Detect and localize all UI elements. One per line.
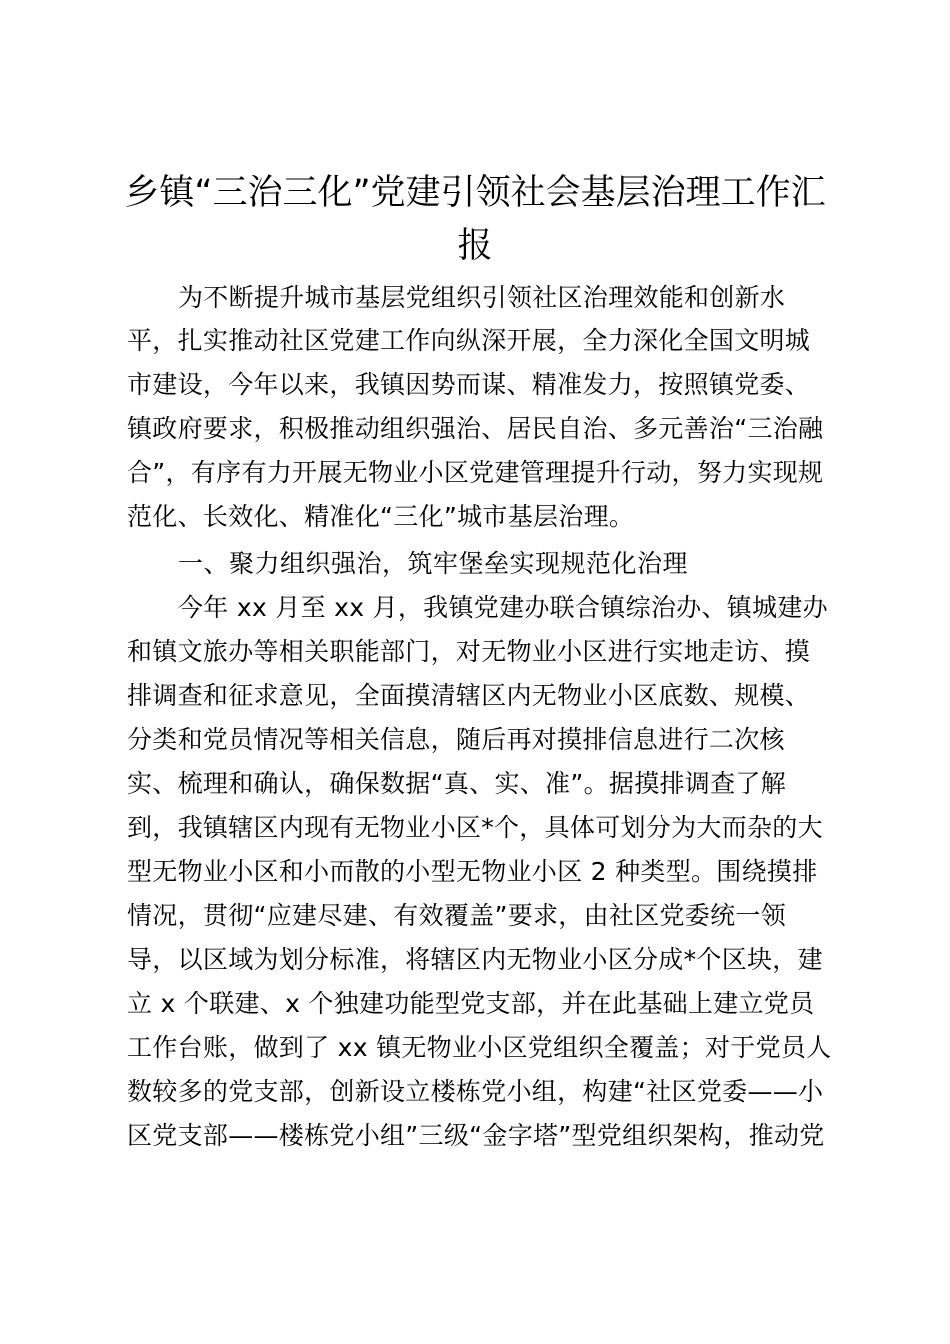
paragraph-line: 导，以区域为划分标准，将辖区内无物业小区分成*个区块，建 <box>127 945 823 974</box>
paragraph-line: 数较多的党支部，创新设立楼栋党小组，构建“社区党委——小 <box>127 1077 824 1106</box>
paragraph-line: 立 x 个联建、x 个独建功能型党支部，并在此基础上建立党员 <box>127 989 815 1018</box>
paragraph-line: 排调查和征求意见，全面摸清辖区内无物业小区底数、规模、 <box>127 681 811 710</box>
paragraph-line: 工作台账，做到了 xx 镇无物业小区党组织全覆盖；对于党员人 <box>127 1033 832 1062</box>
paragraph-line: 今年 xx 月至 xx 月，我镇党建办联合镇综治办、镇城建办 <box>178 593 828 622</box>
paragraph-line: 镇政府要求，积极推动组织强治、居民自治、多元善治“三治融 <box>127 414 824 443</box>
section-heading: 一、聚力组织强治，筑牢堡垒实现规范化治理 <box>178 549 689 578</box>
paragraph-line: 分类和党员情况等相关信息，随后再对摸排信息进行二次核 <box>127 725 785 754</box>
paragraph-line: 平，扎实推动社区党建工作向纵深开展，全力深化全国文明城 <box>127 326 811 355</box>
paragraph-line: 市建设，今年以来，我镇因势而谋、精准发力，按照镇党委、 <box>127 370 811 399</box>
document-title-line-1: 乡镇“三治三化”党建引领社会基层治理工作汇 <box>124 173 826 213</box>
paragraph-line: 合”，有序有力开展无物业小区党建管理提升行动，努力实现规 <box>127 458 824 487</box>
paragraph-line: 为不断提升城市基层党组织引领社区治理效能和创新水 <box>178 283 786 312</box>
paragraph-line: 范化、长效化、精准化“三化”城市基层治理。 <box>127 502 635 531</box>
paragraph-line: 实、梳理和确认，确保数据“真、实、准”。据摸排调查了解 <box>127 769 787 798</box>
paragraph-line: 到，我镇辖区内现有无物业小区*个，具体可划分为大而杂的大 <box>127 813 823 842</box>
paragraph-line: 区党支部——楼栋党小组”三级“金字塔”型党组织架构，推动党 <box>127 1121 825 1150</box>
paragraph-line: 和镇文旅办等相关职能部门，对无物业小区进行实地走访、摸 <box>127 637 811 666</box>
paragraph-line: 情况，贯彻“应建尽建、有效覆盖”要求，由社区党委统一领 <box>127 901 787 930</box>
paragraph-line: 型无物业小区和小而散的小型无物业小区 2 种类型。围绕摸排 <box>127 857 818 886</box>
document-title-line-2: 报 <box>457 226 493 266</box>
